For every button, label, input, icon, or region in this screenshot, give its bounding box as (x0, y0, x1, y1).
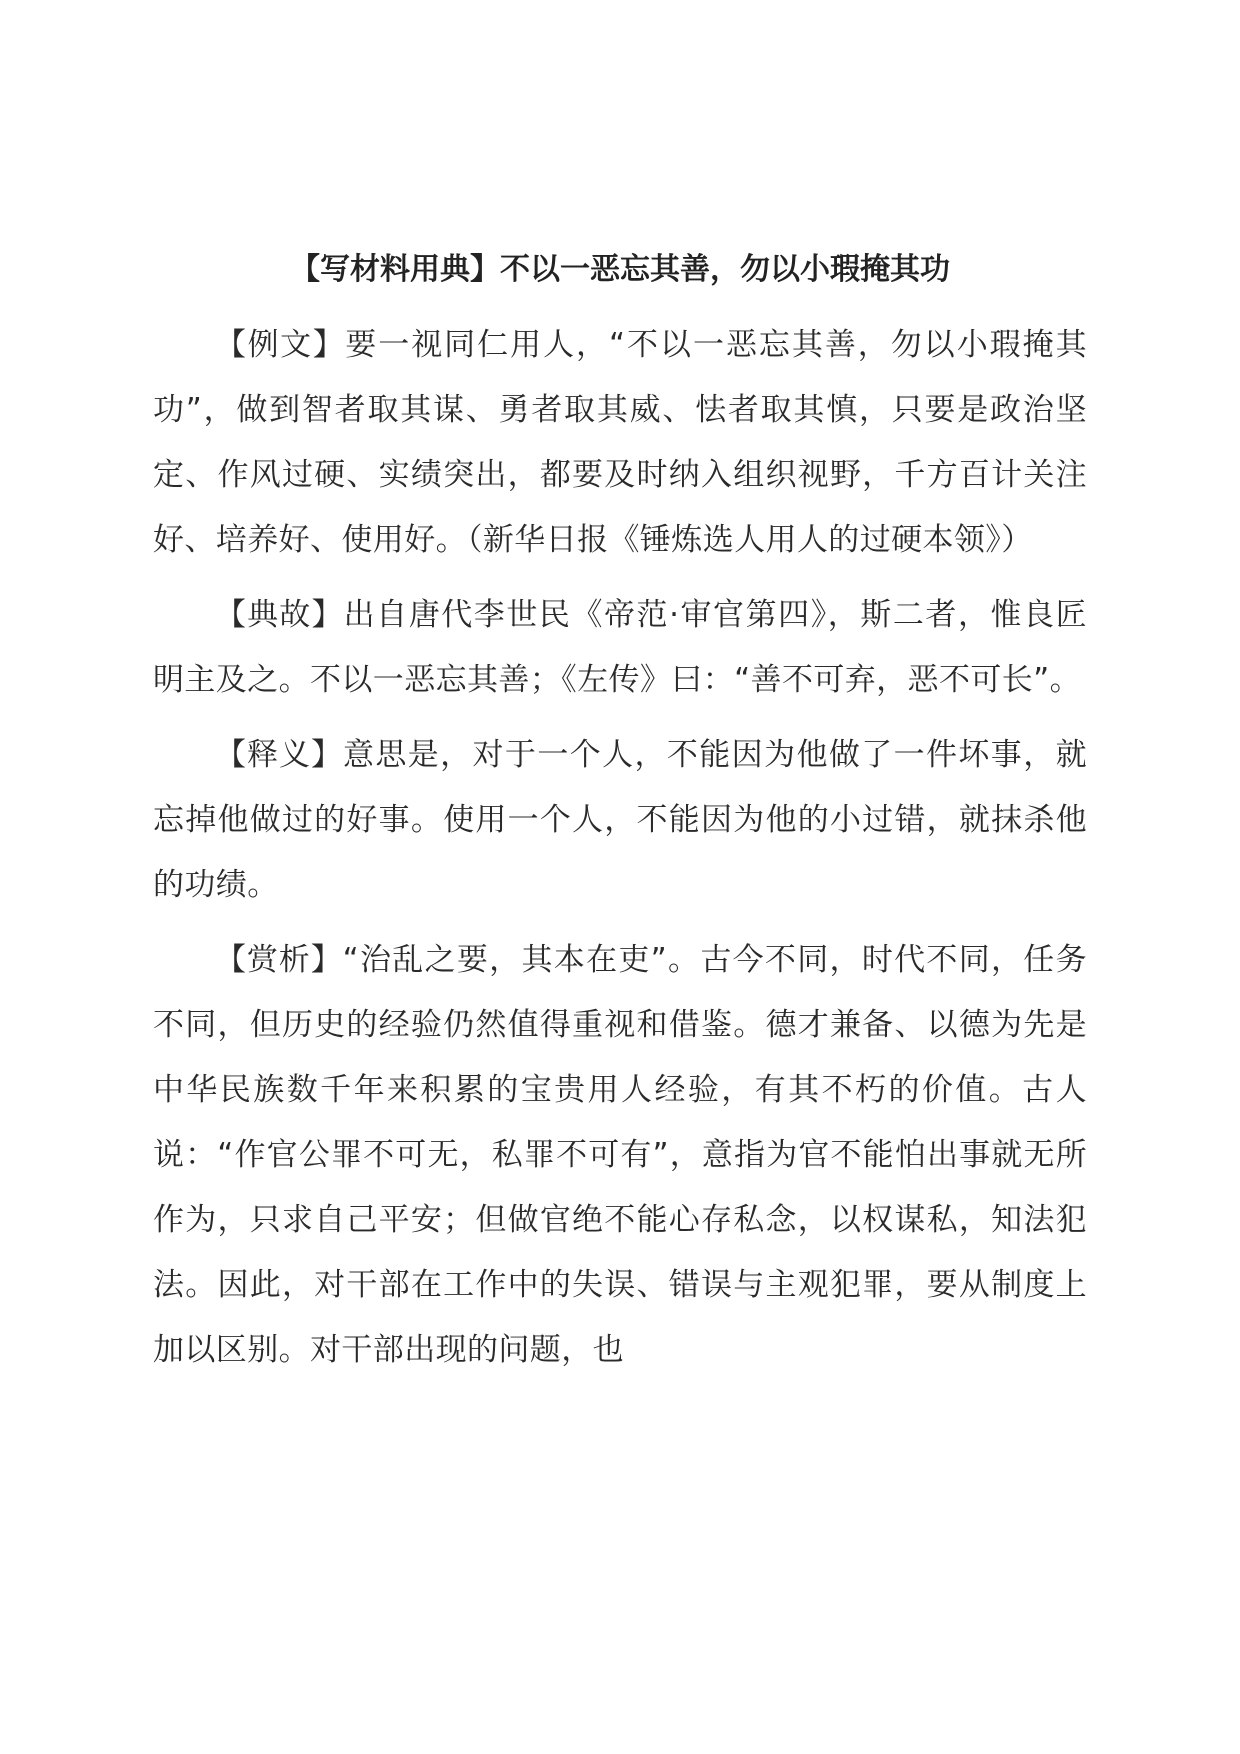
paragraph-meaning (153, 723, 1087, 918)
document-title: 【写材料用典】不以一恶忘其善，勿以小瑕掩其功 (290, 252, 950, 287)
paragraph-text: “治乱之要，其本在吏”。古今不同，时代不同，任务不同，但历史的经验仍然值得重视和借鉴。德才兼备、以德为先是中华民族数千年来积累的宝贵用人经验，有其不朽的价值。古人说：“作官公罪不可无，私罪不可有”，意指为官不能怕出事就无所作为，只求自己平安；但做官绝不能心存私念，以权谋私，知法犯法。因此，对干部在工作中的失误、错误与主观犯罪，要从制度上加以区别。对干部出现的问题，也 (153, 942, 1088, 1368)
paragraph-allusion (153, 583, 1087, 713)
paragraph-tag: 【赏析】 (215, 942, 343, 978)
document-page (153, 245, 1087, 1393)
paragraph-tag: 【典故】 (215, 597, 344, 633)
paragraph-text: 意思是，对于一个人，不能因为他做了一件坏事，就忘掉他做过的好事。使用一个人，不能因为他的小过错，就抹杀他的功绩。 (153, 737, 1087, 903)
paragraph-example (153, 313, 1087, 573)
paragraph-tag: 【例文】 (215, 327, 346, 363)
paragraph-tag: 【释义】 (215, 737, 343, 773)
paragraph-text: 出自唐代李世民《帝范·审官第四》，斯二者，惟良匠明主及之。不以一恶忘其善；《左传》曰：“善不可弃，恶不可长”。 (153, 597, 1088, 698)
paragraph-text: 要一视同仁用人，“不以一恶忘其善，勿以小瑕掩其功”，做到智者取其谋、勇者取其威、怯者取其慎，只要是政治坚定、作风过硬、实绩突出，都要及时纳入组织视野，千方百计关注好、培养好、使用好。（新华日报《锤炼选人用人的过硬本领》） (153, 327, 1088, 558)
paragraph-analysis (153, 928, 1087, 1383)
